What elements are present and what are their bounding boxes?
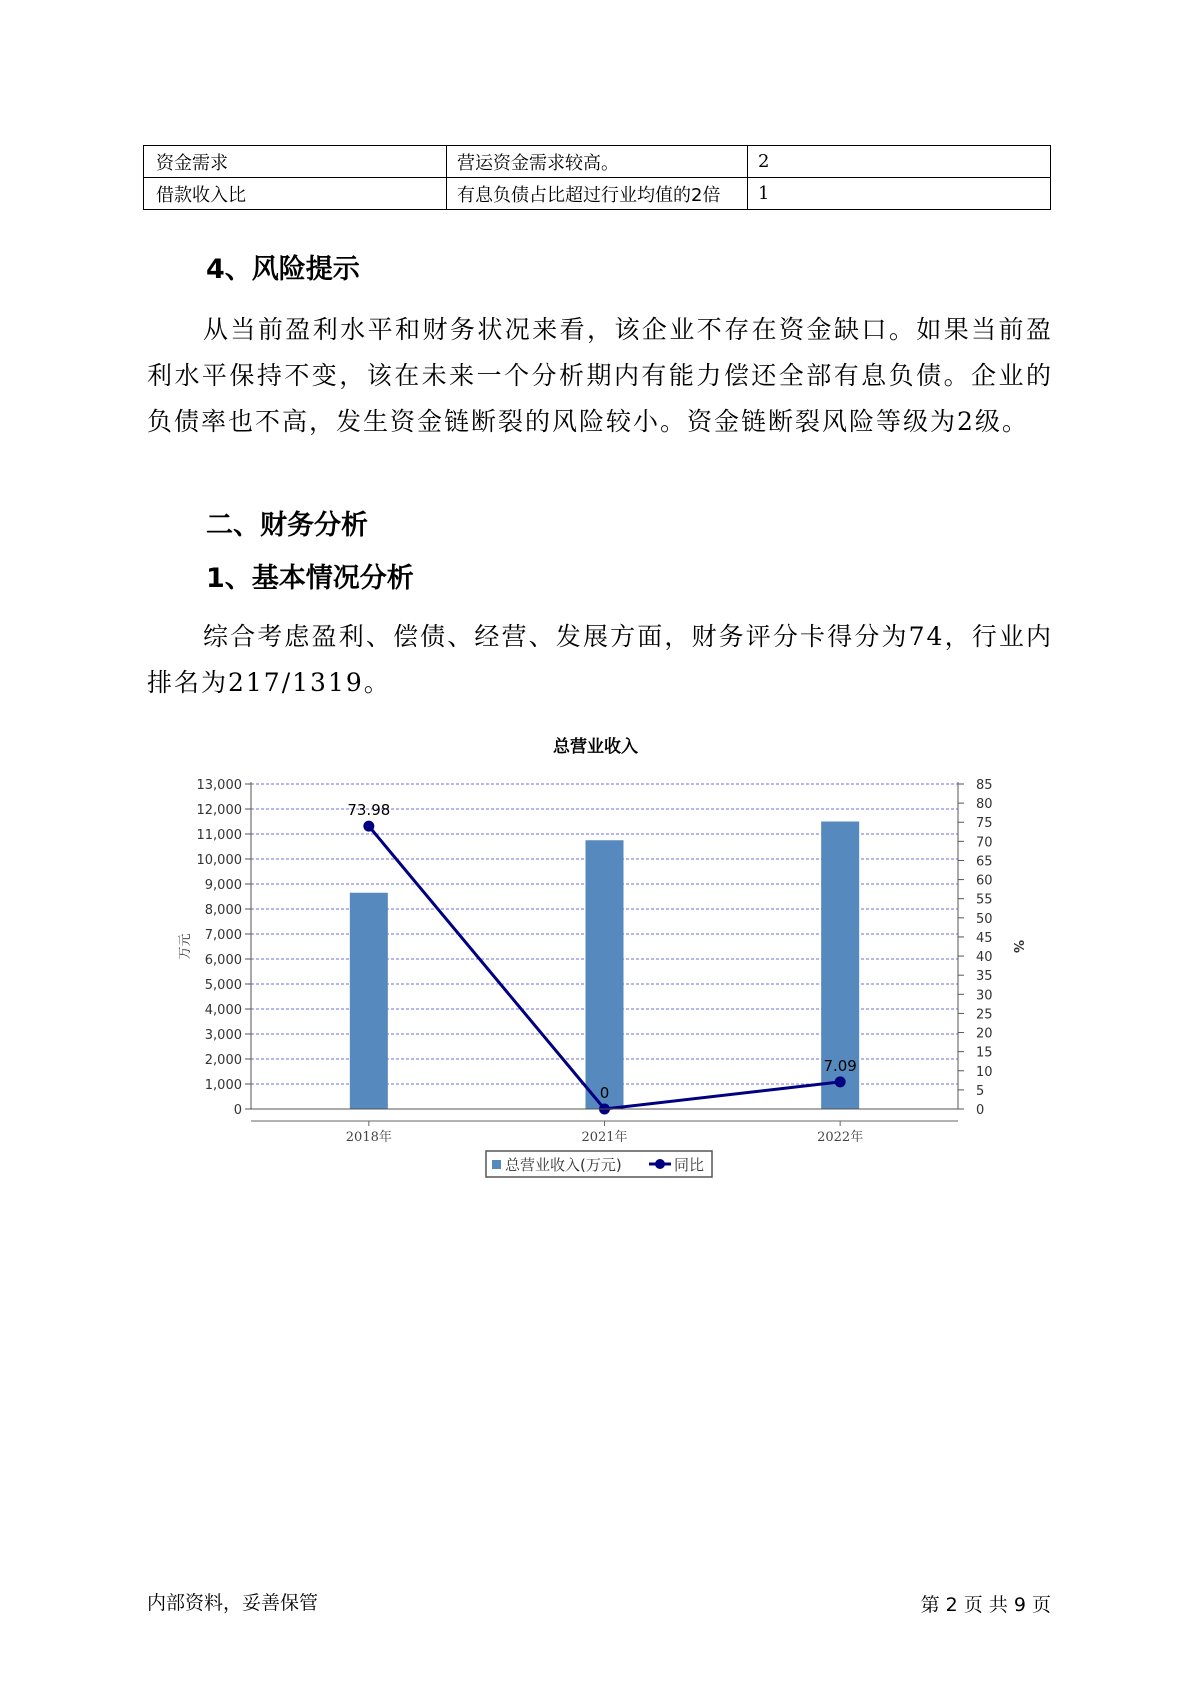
table-cell-desc: 有息负债占比超过行业均值的2倍 (447, 178, 748, 210)
y-tick-label: 1,000 (204, 1078, 242, 1093)
legend-bar-swatch (492, 1160, 501, 1169)
y-tick-label: 13,000 (196, 778, 242, 793)
y-tick-label: 7,000 (204, 928, 242, 943)
chart-bars (350, 822, 859, 1110)
table-cell-score: 2 (748, 146, 1051, 178)
y-tick-label: 6,000 (204, 953, 242, 968)
y-tick-label: 2,000 (204, 1053, 242, 1068)
y2-tick-label: 75 (976, 816, 993, 832)
y2-tick-label: 30 (976, 988, 993, 1004)
y2-tick-label: 25 (976, 1007, 993, 1023)
y2-axis-label: % (1010, 939, 1025, 954)
y2-tick-label: 20 (976, 1026, 993, 1042)
y2-tick-label: 60 (976, 873, 993, 889)
y-tick-label: 12,000 (196, 803, 242, 818)
y-tick-label: 4,000 (204, 1003, 242, 1018)
basic-analysis-heading: 1、基本情况分析 (206, 563, 414, 594)
legend-line-label: 同比 (674, 1156, 705, 1174)
y-tick-label: 5,000 (204, 978, 242, 993)
y-tick-label: 3,000 (204, 1028, 242, 1043)
footer-confidential: 内部资料，妥善保管 (147, 1592, 319, 1614)
x-tick-label: 2022年 (817, 1130, 864, 1145)
x-tick-label: 2018年 (345, 1130, 392, 1145)
chart-title: 总营业收入 (553, 737, 638, 757)
risk-paragraph: 从当前盈利水平和财务状况来看，该企业不存在资金缺口。如果当前盈利水平保持不变，该在未来一个分析期内有能力偿还全部有息负债。企业的负债率也不高，发生资金链断裂的风险较小。资金链断裂风险等级为2级。 (147, 315, 1053, 436)
y2-tick-label: 40 (976, 950, 993, 966)
table-cell-item: 借款收入比 (144, 178, 447, 210)
y-tick-label: 11,000 (196, 828, 242, 843)
footer-page-number: 第 2 页 共 9 页 (920, 1594, 1051, 1616)
data-label: 73.98 (347, 801, 391, 820)
y2-tick-label: 45 (976, 930, 993, 946)
chart-legend (486, 1151, 712, 1177)
line-point (835, 1076, 846, 1087)
y-tick-label: 9,000 (204, 878, 242, 893)
data-label: 0 (599, 1084, 610, 1102)
legend-line-marker (655, 1159, 665, 1169)
y2-tick-label: 5 (976, 1083, 985, 1099)
y2-tick-label: 35 (976, 969, 993, 985)
y2-tick-label: 55 (976, 892, 993, 908)
finance-heading: 二、财务分析 (206, 510, 368, 541)
y-tick-label: 10,000 (196, 853, 242, 868)
y2-tick-label: 15 (976, 1045, 993, 1061)
y2-tick-label: 10 (976, 1064, 993, 1080)
y-tick-label: 0 (233, 1103, 242, 1118)
y-tick-label: 8,000 (204, 903, 242, 918)
bar (586, 840, 624, 1109)
legend-bar-label: 总营业收入(万元) (505, 1156, 622, 1174)
x-tick-label: 2021年 (581, 1130, 628, 1145)
y2-tick-label: 0 (976, 1103, 985, 1118)
y2-tick-label: 70 (976, 835, 993, 851)
table-cell-score: 1 (748, 178, 1051, 210)
risk-heading: 4、风险提示 (206, 254, 360, 285)
data-label: 7.09 (823, 1056, 857, 1075)
table-cell-item: 资金需求 (144, 146, 447, 178)
finance-paragraph: 综合考虑盈利、偿债、经营、发展方面，财务评分卡得分为74，行业内排名为217/1319。 (147, 622, 1053, 697)
bar (350, 893, 388, 1109)
table-cell-desc: 营运资金需求较高。 (447, 146, 748, 178)
y2-tick-label: 85 (976, 778, 993, 793)
line-point (363, 821, 374, 832)
y2-tick-label: 80 (976, 797, 993, 813)
y-axis-label: 万元 (178, 933, 193, 960)
y2-tick-label: 65 (976, 854, 993, 870)
y2-tick-label: 50 (976, 911, 993, 927)
